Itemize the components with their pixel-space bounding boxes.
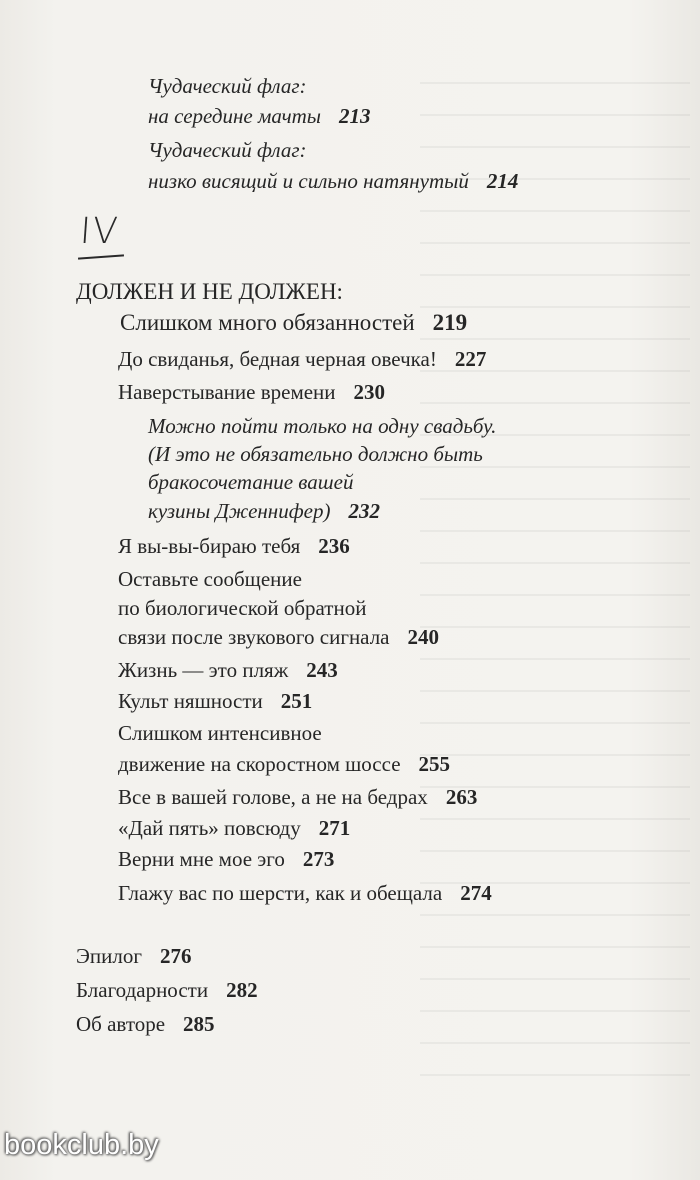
toc-entry: Жизнь — это пляж 243 [118, 658, 338, 682]
toc-entry: (И это не обязательно должно быть [148, 442, 483, 466]
toc-entry: Слишком много обязанностей 219 [120, 310, 468, 335]
page-number: 285 [183, 1012, 215, 1036]
page-number: 240 [407, 625, 439, 649]
toc-entry: на середине мачты 213 [148, 104, 371, 128]
toc-entry: Верни мне мое эго 273 [118, 847, 335, 871]
page-number: 219 [432, 310, 468, 335]
toc-entry: Можно пойти только на одну свадьбу. [148, 414, 497, 438]
toc-entry: Чудаческий флаг: [148, 138, 307, 162]
handwritten-underline [78, 254, 124, 259]
page-number: 263 [445, 785, 478, 809]
part-heading: ДОЛЖЕН И НЕ ДОЛЖЕН: [76, 279, 343, 304]
page-number: 236 [318, 534, 350, 558]
toc-entry: Слишком интенсивное [118, 721, 322, 745]
page-number: 243 [306, 658, 338, 682]
toc-entry: бракосочетание вашей [148, 470, 354, 494]
toc-entry: Все в вашей голове, а не на бедрах 263 [118, 785, 478, 809]
part-roman-numeral: IV [78, 211, 121, 252]
toc-entry: движение на скоростном шоссе 255 [118, 752, 451, 776]
page-number: 227 [454, 347, 487, 371]
page-number: 214 [486, 169, 519, 193]
toc-entry: Оставьте сообщение [118, 567, 302, 591]
page-number: 230 [353, 380, 386, 404]
page-number: 255 [418, 752, 451, 776]
page-number: 282 [226, 978, 258, 1002]
toc-entry: До свиданья, бедная черная овечка! 227 [118, 347, 487, 371]
toc-entry: Эпилог 276 [76, 944, 192, 968]
site-watermark: bookclub.by [4, 1129, 159, 1161]
toc-entry: Я вы-вы-бираю тебя 236 [118, 534, 350, 558]
page-number: 273 [302, 847, 335, 871]
page-number: 251 [280, 689, 313, 713]
toc-entry: «Дай пять» повсюду 271 [118, 816, 351, 840]
toc-entry: Об авторе 285 [76, 1012, 215, 1036]
page-number: 276 [159, 944, 192, 968]
toc-entry: Чудаческий флаг: [148, 74, 307, 98]
toc-entry: низко висящий и сильно натянутый 214 [148, 169, 519, 193]
toc-entry: Наверстывание времени 230 [118, 380, 386, 404]
page-number: 213 [338, 104, 371, 128]
page-number: 271 [318, 816, 351, 840]
show-through-text [420, 60, 690, 1100]
toc-entry: по биологической обратной [118, 596, 367, 620]
toc-entry: кузины Дженнифер) 232 [148, 499, 380, 523]
page-number: 232 [348, 499, 380, 523]
toc-entry: Благодарности 282 [76, 978, 258, 1002]
page-number: 274 [460, 881, 492, 905]
toc-entry: связи после звукового сигнала 240 [118, 625, 439, 649]
toc-entry: Глажу вас по шерсти, как и обещала 274 [118, 881, 492, 905]
toc-entry: Культ няшности 251 [118, 689, 313, 713]
